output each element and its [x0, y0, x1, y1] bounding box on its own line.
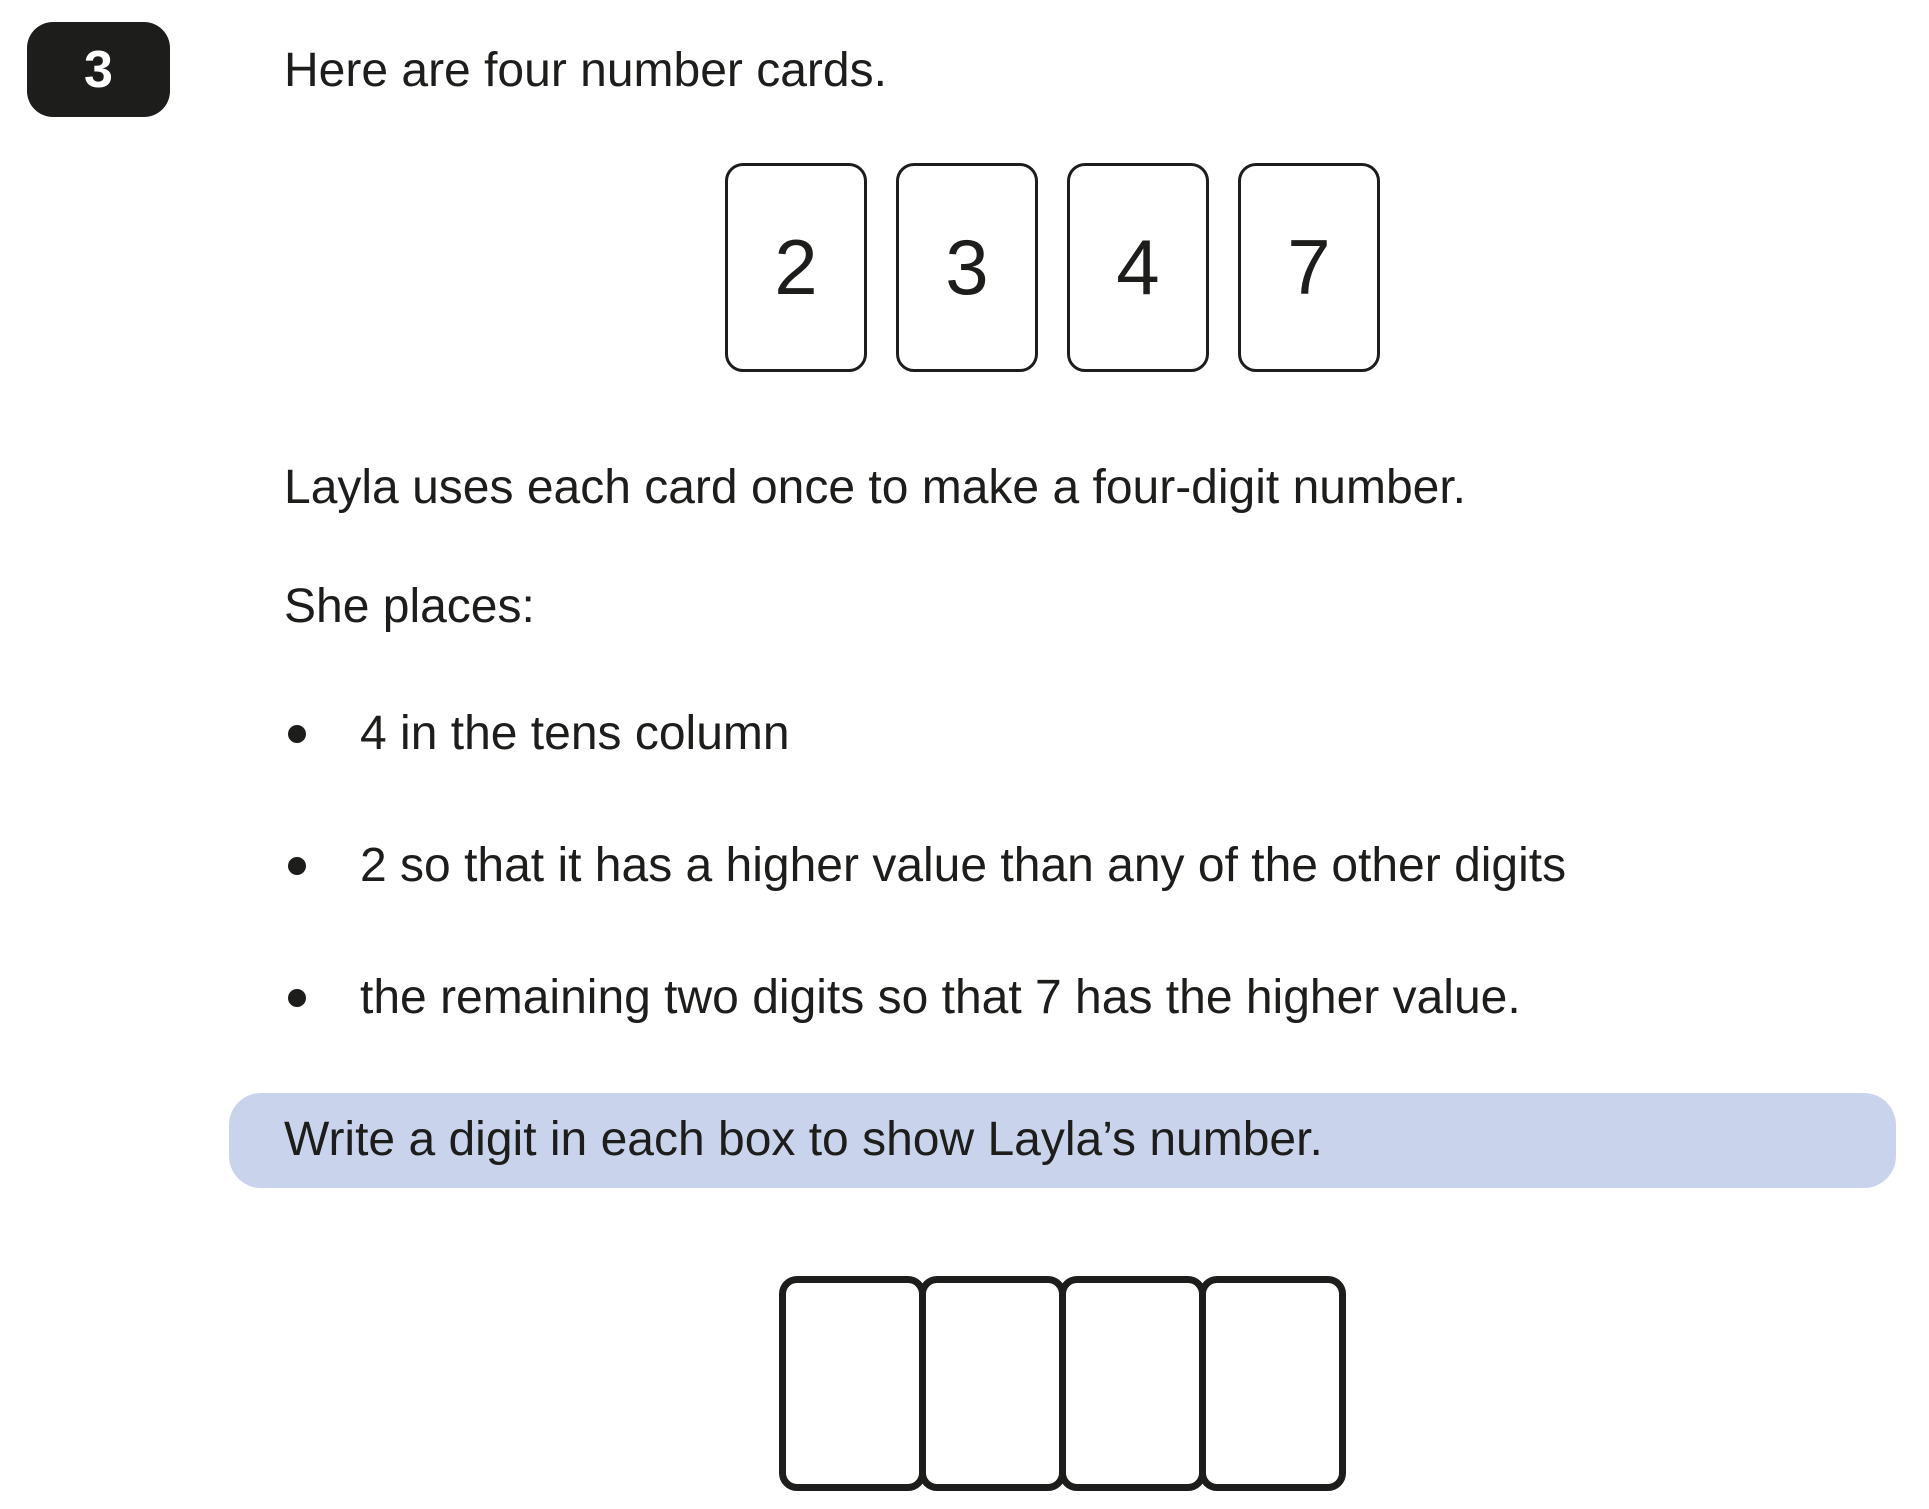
intro-text: Here are four number cards.: [284, 44, 887, 97]
bullet-item: [284, 969, 1684, 1027]
bullet-point-icon: [288, 989, 306, 1007]
answer-boxes: [779, 1276, 1339, 1491]
answer-box-tens[interactable]: [1059, 1276, 1206, 1491]
number-cards: [725, 163, 1380, 372]
number-card: 2: [725, 163, 867, 372]
bullet-point-icon: [288, 725, 306, 743]
bullet-item: [284, 837, 1684, 895]
number-card: 3: [896, 163, 1038, 372]
answer-box-ones[interactable]: [1199, 1276, 1346, 1491]
bullet-point-icon: [288, 857, 306, 875]
bullet-text: 2 so that it has a higher value than any of the other digits: [360, 839, 1567, 892]
question-number-badge: [27, 22, 170, 117]
answer-box-hundreds[interactable]: [919, 1276, 1066, 1491]
answer-box-thousands[interactable]: [779, 1276, 926, 1491]
bullet-text: 4 in the tens column: [360, 707, 790, 760]
number-card: 4: [1067, 163, 1209, 372]
bullet-text: the remaining two digits so that 7 has the higher value.: [360, 971, 1521, 1024]
statement-text: Layla uses each card once to make a four-digit number.: [284, 461, 1466, 514]
question-number: 3: [84, 40, 113, 99]
instruction-banner: [229, 1093, 1896, 1188]
lead-in-text: She places:: [284, 580, 535, 633]
instruction-text: Write a digit in each box to show Layla’s number.: [284, 1113, 1323, 1166]
bullet-item: [284, 705, 1684, 763]
number-card: 7: [1238, 163, 1380, 372]
